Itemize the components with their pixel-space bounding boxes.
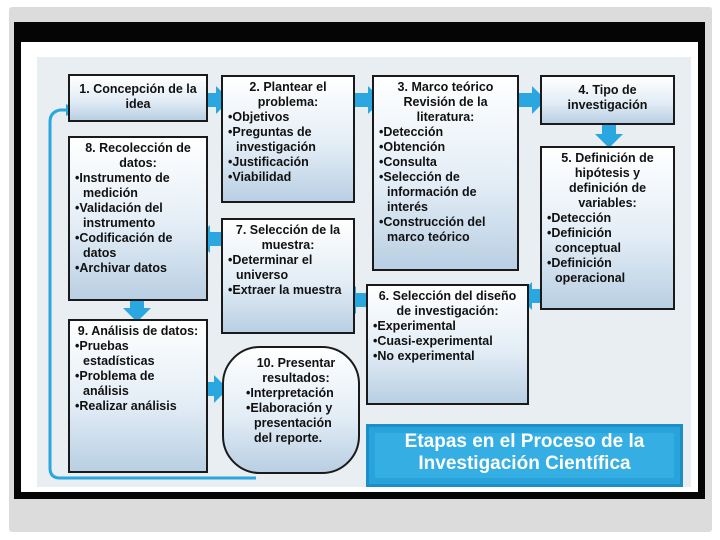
step-6-title bbox=[373, 289, 522, 319]
step-8-box bbox=[68, 136, 208, 301]
list-item: • Determinar el universo bbox=[228, 253, 348, 283]
list-item: • Detección bbox=[379, 125, 512, 140]
step-8-title bbox=[75, 141, 201, 171]
list-item: • Definición conceptual bbox=[547, 226, 668, 256]
list-item: • Pruebas estadísticas bbox=[75, 339, 201, 369]
list-item: • Justificación bbox=[228, 155, 348, 170]
step-4-title bbox=[547, 83, 668, 113]
list-item: • Cuasi-experimental bbox=[373, 334, 522, 349]
step-1-number: 1. bbox=[79, 82, 90, 96]
list-item: • Obtención bbox=[379, 140, 512, 155]
list-item: • Extraer la muestra bbox=[228, 283, 348, 298]
step-7-box bbox=[221, 218, 355, 334]
step-6-text: Selección del diseño de investigación: bbox=[392, 289, 517, 318]
step-7-number: 7. bbox=[235, 223, 247, 237]
step-7-title bbox=[228, 223, 348, 253]
step-2-title bbox=[228, 80, 348, 110]
list-item: • Validación del instrumento bbox=[75, 201, 201, 231]
step-2-box bbox=[221, 75, 355, 203]
list-item: • Preguntas de investigación bbox=[228, 125, 348, 155]
step-3-box bbox=[372, 75, 519, 271]
step-8-number: 8. bbox=[85, 141, 96, 155]
step-1-box bbox=[68, 74, 208, 122]
step-8-text: Recolección de datos: bbox=[99, 141, 191, 170]
step-4-number: 4. bbox=[578, 83, 589, 97]
list-item: • Detección bbox=[547, 211, 668, 226]
list-item: • Definición operacional bbox=[547, 256, 668, 286]
step-6-box bbox=[366, 284, 529, 405]
title-banner-text bbox=[369, 431, 680, 475]
banner-line-2: Investigación Científica bbox=[418, 453, 631, 474]
step-9-list bbox=[75, 339, 201, 414]
step-5-title bbox=[547, 151, 668, 211]
step-2-number: 2. bbox=[249, 80, 260, 94]
step-1-text: Concepción de la idea bbox=[93, 82, 197, 111]
step-9-text: Análisis de datos: bbox=[91, 324, 199, 338]
step-3-title bbox=[379, 80, 512, 125]
step-2-list bbox=[228, 110, 348, 185]
list-item: • Construcción del marco teórico bbox=[379, 215, 512, 245]
step-4-box bbox=[540, 75, 675, 125]
step-10-text: Presentar resultados: bbox=[262, 356, 336, 385]
step-5-list bbox=[547, 211, 668, 286]
list-item: • Realizar análisis bbox=[75, 399, 201, 414]
step-1-title bbox=[75, 82, 201, 112]
list-item: • Objetivos bbox=[228, 110, 348, 125]
step-5-text: Definición de hipótesis y definición de variables: bbox=[568, 151, 654, 210]
list-item: • No experimental bbox=[373, 349, 522, 364]
step-3-list bbox=[379, 125, 512, 245]
step-9-box bbox=[68, 319, 208, 473]
list-item: • Archivar datos bbox=[75, 261, 201, 276]
step-6-number: 6. bbox=[378, 289, 390, 303]
step-4-text: Tipo de investigación bbox=[567, 83, 648, 112]
list-item: • Experimental bbox=[373, 319, 522, 334]
banner-line-1: Etapas en el Proceso de la bbox=[404, 431, 645, 452]
title-banner bbox=[366, 424, 683, 487]
list-item: • Viabilidad bbox=[228, 170, 348, 185]
step-10-number: 10. bbox=[256, 356, 275, 370]
step-6-list bbox=[373, 319, 522, 364]
list-item: • Elaboración y presentación del reporte. bbox=[246, 401, 346, 446]
list-item: • Codificación de datos bbox=[75, 231, 201, 261]
list-item: • Instrumento de medición bbox=[75, 171, 201, 201]
step-9-number: 9. bbox=[77, 324, 89, 338]
step-8-list bbox=[75, 171, 201, 276]
step-10-list bbox=[246, 386, 346, 446]
list-item: • Interpretación bbox=[246, 386, 346, 401]
step-3-number: 3. bbox=[397, 80, 408, 94]
step-9-title bbox=[75, 324, 201, 339]
step-5-box bbox=[540, 146, 675, 310]
step-7-text: Selección de la muestra: bbox=[249, 223, 341, 252]
step-7-list bbox=[228, 253, 348, 298]
step-3-text: Marco teórico Revisión de la literatura: bbox=[403, 80, 494, 124]
list-item: • Problema de análisis bbox=[75, 369, 201, 399]
step-10-title bbox=[246, 356, 346, 386]
step-2-text: Plantear el problema: bbox=[257, 80, 327, 109]
list-item: • Consulta bbox=[379, 155, 512, 170]
list-item: • Selección de información de interés bbox=[379, 170, 512, 215]
arrow-4-to-5 bbox=[595, 124, 623, 148]
step-5-number: 5. bbox=[561, 151, 572, 165]
step-10-box bbox=[222, 346, 360, 474]
